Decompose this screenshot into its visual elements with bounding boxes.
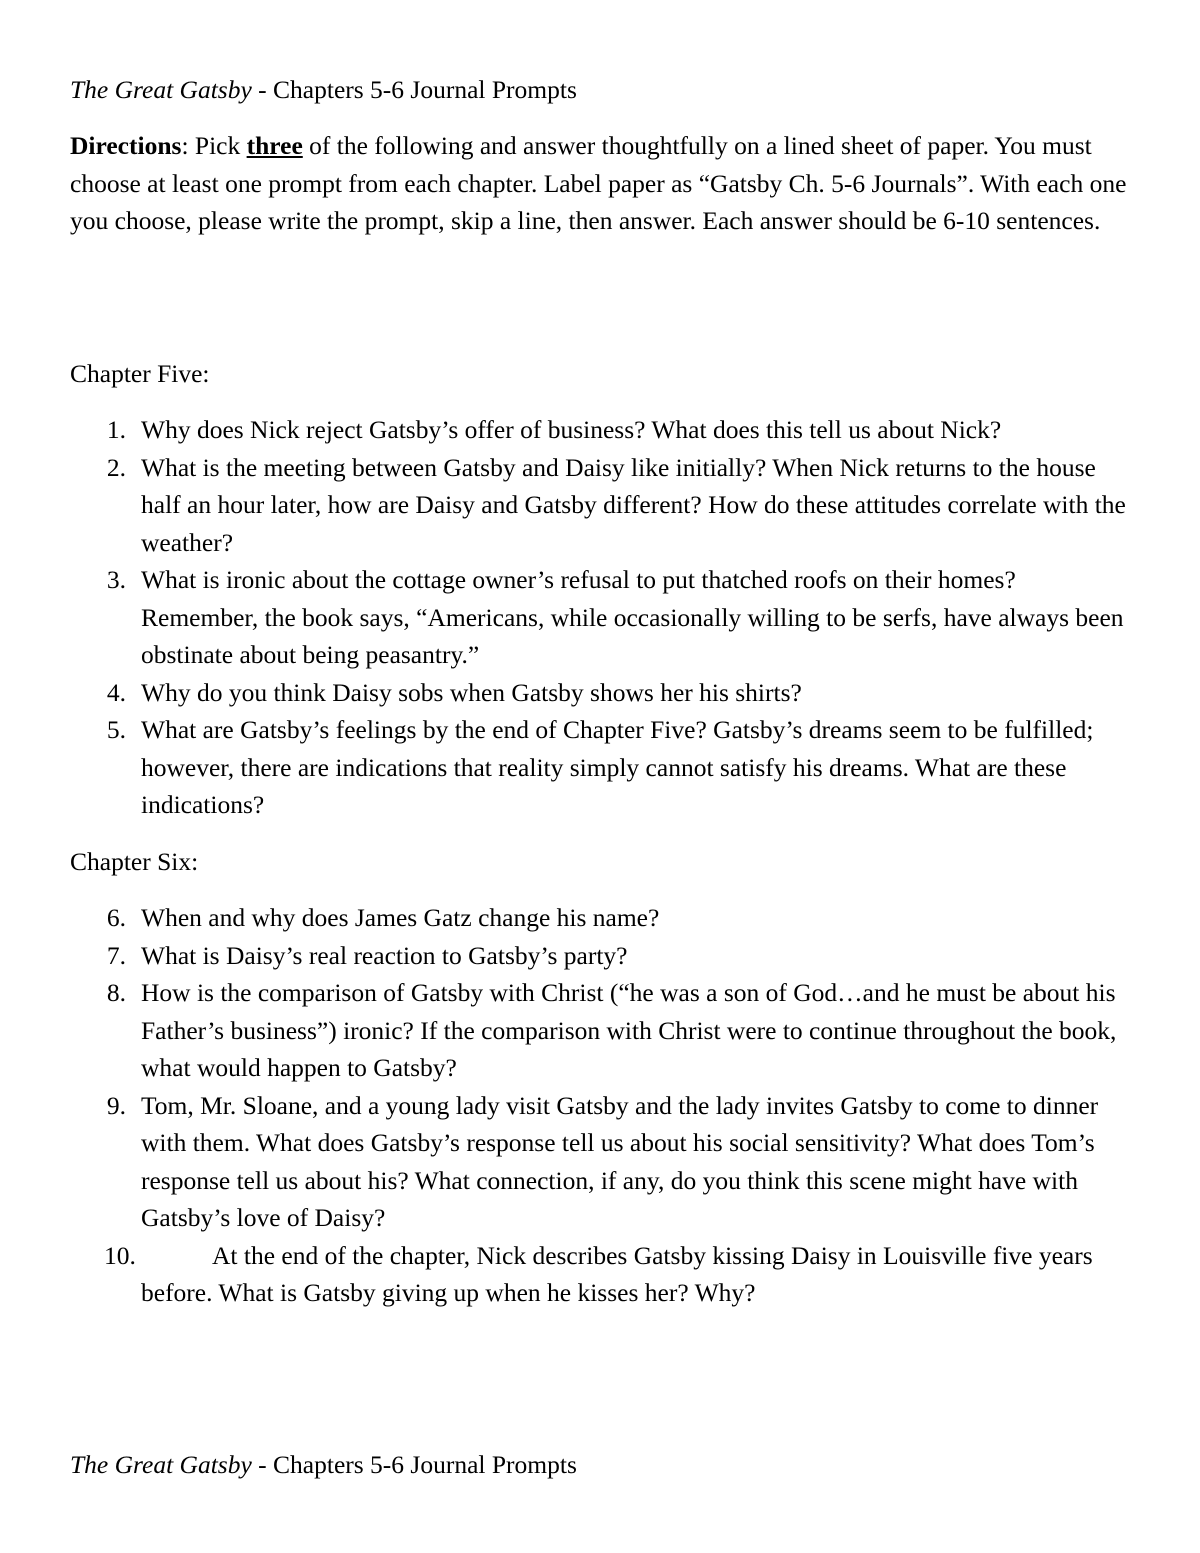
prompt-text: What is Daisy’s real reaction to Gatsby’s party? [141,940,628,970]
directions-emphasis: three [246,131,303,160]
prompt-item-2 [70,449,1135,562]
page-footer-title [70,1446,577,1484]
directions-label: Directions [70,131,182,160]
prompt-number: 9. [106,1090,126,1120]
prompt-item-6 [70,899,1135,937]
prompt-text: How is the comparison of Gatsby with Christ (“he was a son of God…and he must be about his Father’s business”) ironic? If the comparison with Christ were to continue throughout the book, what would happen to Gatsby? [141,978,1117,1082]
header-book-title: The Great Gatsby [70,75,252,104]
prompt-text: What is the meeting between Gatsby and Daisy like initially? When Nick returns to the house half an hour later, how are Daisy and Gatsby different? How do these attitudes correlate with the weather? [141,452,1126,557]
prompt-number: 2. [106,452,126,482]
directions-text-before: : Pick [181,131,247,160]
prompt-text: Why does Nick reject Gatsby’s offer of business? What does this tell us about Nick? [141,415,1002,444]
prompt-text: Why do you think Daisy sobs when Gatsby shows her his shirts? [141,677,802,707]
chapter-five-prompt-list [70,411,1135,824]
chapter-five-heading: Chapter Five: [70,359,210,388]
page-header-title [70,71,577,109]
footer-book-title: The Great Gatsby [70,1450,252,1479]
footer-subtitle: - Chapters 5-6 Journal Prompts [251,1450,577,1479]
prompt-item-7 [70,937,1135,975]
header-subtitle: - Chapters 5-6 Journal Prompts [251,75,577,104]
directions-text-after: of the following and answer thoughtfully on a lined sheet of paper. You must choose at least one prompt from each chapter. Label paper as “Gatsby Ch. 5-6 Journals”. With each one you choose, please write the prompt, skip a line, then answer. Each answer should be 6-10 sentences. [70,131,1127,235]
prompt-item-4 [70,674,1135,712]
prompt-text: What are Gatsby’s feelings by the end of Chapter Five? Gatsby’s dreams seem to be fulfilled; however, there are indications that reality simply cannot satisfy his dreams. What are these indications? [141,715,1094,819]
prompt-item-9 [70,1087,1135,1237]
prompt-item-1 [70,411,1135,449]
prompt-text: Tom, Mr. Sloane, and a young lady visit Gatsby and the lady invites Gatsby to come to dinner with them. What does Gatsby’s response tell us about his social sensitivity? What does Tom’s response tell us about his? What connection, if any, do you think this scene might have with Gatsby’s love of Daisy? [141,1090,1099,1232]
prompt-item-3 [70,561,1135,674]
prompt-text: When and why does James Gatz change his name? [141,903,660,932]
directions-paragraph [70,127,1130,240]
prompt-number: 4. [106,677,126,707]
prompt-number: 1. [106,415,126,444]
prompt-item-5 [70,711,1135,824]
prompt-number: 8. [106,978,126,1007]
prompt-number: 7. [106,940,126,970]
prompt-number: 6. [106,903,126,932]
chapter-six-heading: Chapter Six: [70,847,199,876]
prompt-text: What is ironic about the cottage owner’s refusal to put thatched roofs on their homes? Remember, the book says, “Americans, while occasionally willing to be serfs, have always been obstinate about being peasantry.” [141,565,1124,669]
prompt-item-10 [70,1237,1135,1312]
chapter-six-prompt-list [70,899,1135,1312]
prompt-number: 5. [106,715,126,744]
prompt-number: 10. [104,1240,136,1270]
prompt-item-8 [70,974,1135,1087]
prompt-number: 3. [106,565,126,594]
prompt-text: At the end of the chapter, Nick describes Gatsby kissing Daisy in Louisville five years before. What is Gatsby giving up when he kisses her? Why? [141,1240,1093,1307]
